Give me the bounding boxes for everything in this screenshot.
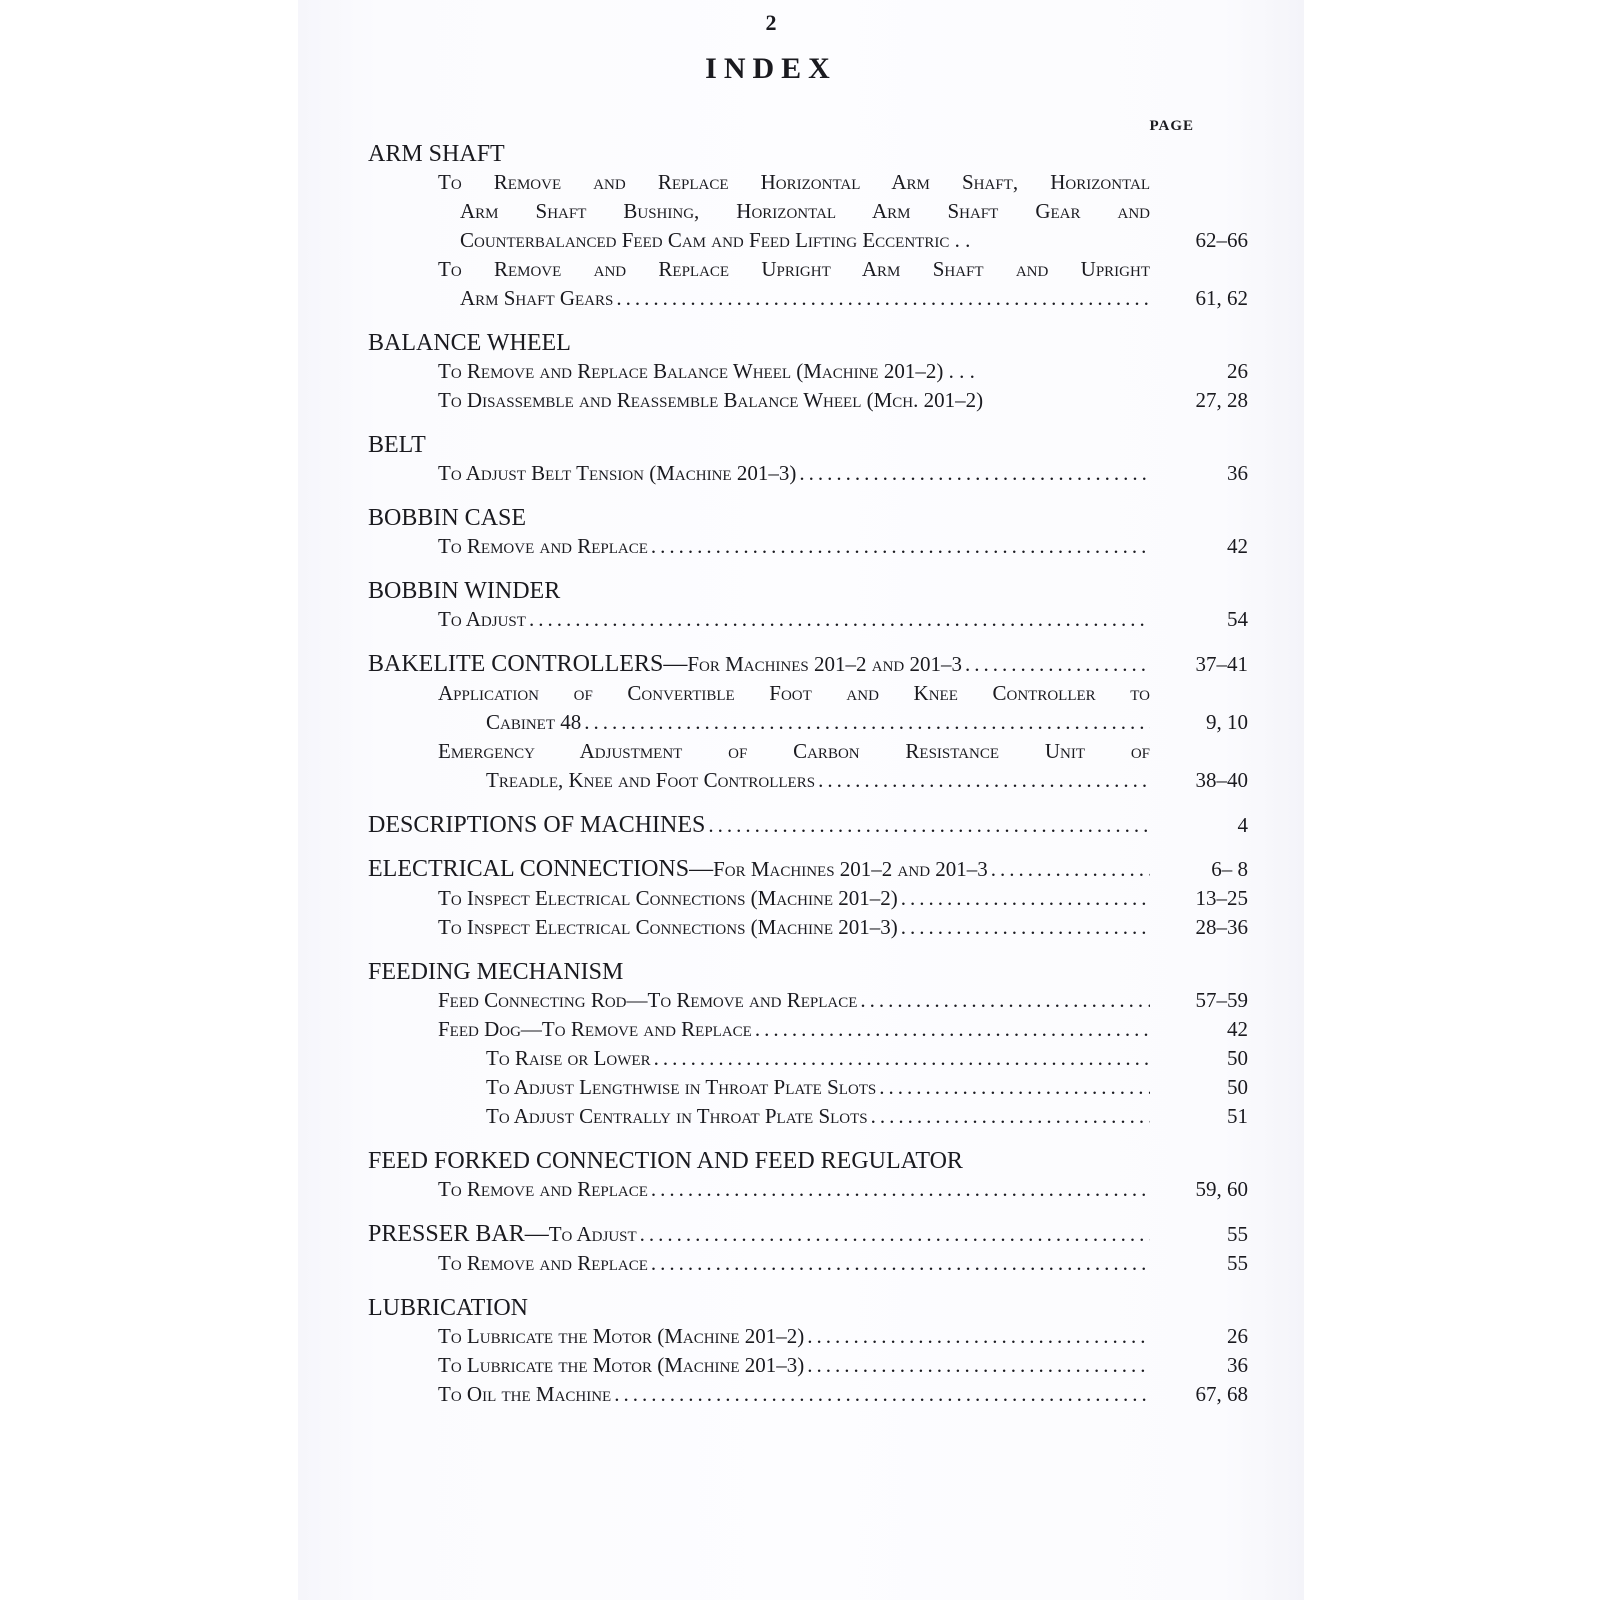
dot-leader — [860, 986, 1150, 1015]
index-entry — [368, 1351, 1248, 1380]
section-arm-shaft — [368, 140, 1248, 313]
dot-leader — [755, 1015, 1150, 1044]
index-entry — [368, 226, 1248, 255]
entry-text: To Remove and Replace — [438, 1177, 648, 1201]
page-ref: 6– 8 — [1211, 857, 1248, 881]
dot-leader — [871, 1102, 1150, 1131]
page-ref: 9, 10 — [1206, 710, 1248, 734]
section-electrical-connections — [368, 855, 1248, 942]
section-feeding-mechanism — [368, 958, 1248, 1131]
page-ref: 61, 62 — [1195, 286, 1248, 310]
index-entry — [368, 913, 1248, 942]
section-heading-subtitle: To Adjust — [548, 1222, 637, 1246]
section-heading: ARM SHAFT — [368, 141, 505, 167]
entry-text: Feed Dog—To Remove and Replace — [438, 1017, 752, 1041]
page-ref: 26 — [1227, 1324, 1248, 1348]
index-entry — [368, 1249, 1248, 1278]
page-ref: 36 — [1227, 1353, 1248, 1377]
page-ref: 59, 60 — [1195, 1177, 1248, 1201]
entry-text: To Inspect Electrical Connections (Machine 201–2) — [438, 886, 898, 910]
index-entry — [368, 766, 1248, 795]
index-entry — [368, 357, 1248, 386]
entry-text: To Remove and Replace — [438, 534, 648, 558]
section-heading-subtitle: For Machines 201–2 and 201–3 — [687, 652, 963, 676]
page-ref: 42 — [1227, 534, 1248, 558]
index-entry — [368, 708, 1248, 737]
dot-leader — [651, 1249, 1150, 1278]
section-bakelite-controllers — [368, 650, 1248, 795]
section-lubrication — [368, 1294, 1248, 1409]
section-heading: FEED FORKED CONNECTION AND FEED REGULATOR — [368, 1148, 963, 1174]
section-heading: PRESSER BAR— — [368, 1221, 549, 1247]
section-heading: BELT — [368, 432, 426, 458]
page-ref: 4 — [1237, 813, 1248, 837]
page-ref: 50 — [1227, 1075, 1248, 1099]
dot-leader — [818, 766, 1150, 795]
section-heading: DESCRIPTIONS OF MACHINES — [368, 812, 706, 838]
entry-text: To Adjust — [438, 607, 526, 631]
dot-leader — [651, 1175, 1150, 1204]
entry-text: To Disassemble and Reassemble Balance Wheel (Mch. 201–2) — [438, 388, 984, 412]
page-title: INDEX — [705, 52, 837, 85]
index-entry — [368, 1380, 1248, 1409]
index-entry — [368, 1044, 1248, 1073]
index-entry — [368, 1322, 1248, 1351]
section-heading: BALANCE WHEEL — [368, 330, 571, 356]
page-column-header: PAGE — [1149, 118, 1194, 134]
entry-text: To Remove and Replace Horizontal Arm Shaft, Horizontal — [438, 170, 1150, 194]
page-ref: 38–40 — [1195, 768, 1248, 792]
index-entry — [368, 1175, 1248, 1204]
page-ref: 55 — [1227, 1222, 1248, 1246]
page-ref: 55 — [1227, 1251, 1248, 1275]
dot-leader — [616, 284, 1150, 313]
entry-text: Treadle, Knee and Foot Controllers — [486, 768, 816, 792]
entry-text: Arm Shaft Bushing, Horizontal Arm Shaft Gear and — [460, 199, 1150, 223]
section-presser-bar — [368, 1220, 1248, 1278]
entry-text: To Adjust Lengthwise in Throat Plate Slots — [486, 1075, 877, 1099]
section-bobbin-case — [368, 504, 1248, 561]
index-entry — [368, 855, 1248, 884]
page-ref: 62–66 — [1195, 228, 1248, 252]
index-entry — [368, 811, 1248, 839]
section-heading: LUBRICATION — [368, 1295, 528, 1321]
dot-leader — [807, 1351, 1150, 1380]
index-entry — [368, 532, 1248, 561]
index-entries — [368, 140, 1248, 1425]
section-descriptions — [368, 811, 1248, 839]
index-entry — [368, 884, 1248, 913]
page-number: 2 — [765, 10, 777, 35]
entry-text: To Oil the Machine — [438, 1382, 612, 1406]
entry-text: To Remove and Replace Balance Wheel (Machine 201–2) . . . — [438, 359, 975, 383]
section-belt — [368, 431, 1248, 488]
dot-leader — [901, 913, 1150, 942]
dot-leader — [991, 855, 1150, 883]
entry-text: To Adjust Belt Tension (Machine 201–3) — [438, 461, 797, 485]
dot-leader — [651, 532, 1150, 561]
dot-leader — [640, 1220, 1150, 1248]
dot-leader — [708, 811, 1150, 839]
entry-text: Emergency Adjustment of Carbon Resistance Unit of — [438, 739, 1150, 763]
entry-text: To Lubricate the Motor (Machine 201–3) — [438, 1353, 805, 1377]
page-ref: 50 — [1227, 1046, 1248, 1070]
entry-text: Arm Shaft Gears — [460, 286, 614, 310]
page-ref: 67, 68 — [1195, 1382, 1248, 1406]
dot-leader — [879, 1073, 1150, 1102]
entry-text: To Remove and Replace — [438, 1251, 648, 1275]
section-heading: BOBBIN CASE — [368, 505, 527, 531]
page-ref: 57–59 — [1195, 988, 1248, 1012]
page-ref: 54 — [1227, 607, 1248, 631]
page-ref: 36 — [1227, 461, 1248, 485]
entry-text: To Raise or Lower — [486, 1046, 651, 1070]
entry-text: To Inspect Electrical Connections (Machine 201–3) — [438, 915, 898, 939]
section-feed-forked-connection — [368, 1147, 1248, 1204]
section-heading: FEEDING MECHANISM — [368, 959, 624, 985]
section-balance-wheel — [368, 329, 1248, 415]
dot-leader — [614, 1380, 1150, 1409]
page-ref: 26 — [1227, 359, 1248, 383]
entry-text: Feed Connecting Rod—To Remove and Replace — [438, 988, 858, 1012]
entry-text: Counterbalanced Feed Cam and Feed Lifting Eccentric . . — [460, 228, 971, 252]
index-entry — [368, 650, 1248, 679]
index-entry — [368, 284, 1248, 313]
index-entry — [368, 1015, 1248, 1044]
page-ref: 28–36 — [1195, 915, 1248, 939]
page-ref: 42 — [1227, 1017, 1248, 1041]
page-ref: 51 — [1227, 1104, 1248, 1128]
index-entry — [368, 1220, 1248, 1249]
section-bobbin-winder — [368, 577, 1248, 634]
section-heading-subtitle: For Machines 201–2 and 201–3 — [713, 857, 988, 881]
dot-leader — [654, 1044, 1150, 1073]
index-entry — [368, 459, 1248, 488]
dot-leader — [965, 650, 1150, 678]
entry-text: To Lubricate the Motor (Machine 201–2) — [438, 1324, 805, 1348]
book-page — [298, 0, 1304, 1600]
index-entry — [368, 986, 1248, 1015]
index-entry — [368, 605, 1248, 634]
entry-text: To Remove and Replace Upright Arm Shaft and Upright — [438, 257, 1150, 281]
section-heading: ELECTRICAL CONNECTIONS— — [368, 856, 714, 882]
entry-text: To Adjust Centrally in Throat Plate Slots — [486, 1104, 868, 1128]
page-ref: 37–41 — [1195, 652, 1248, 676]
index-entry — [368, 386, 1248, 415]
index-entry — [368, 1073, 1248, 1102]
section-heading: BAKELITE CONTROLLERS— — [368, 651, 688, 677]
dot-leader — [807, 1322, 1150, 1351]
dot-leader — [901, 884, 1150, 913]
page-ref: 13–25 — [1195, 886, 1248, 910]
entry-text: Application of Convertible Foot and Knee Controller to — [438, 681, 1150, 705]
dot-leader — [584, 708, 1150, 737]
section-heading: BOBBIN WINDER — [368, 578, 561, 604]
entry-text: Cabinet 48 — [486, 710, 582, 734]
index-entry — [368, 1102, 1248, 1131]
dot-leader — [529, 605, 1150, 634]
page-ref: 27, 28 — [1195, 388, 1248, 412]
dot-leader — [799, 459, 1150, 488]
